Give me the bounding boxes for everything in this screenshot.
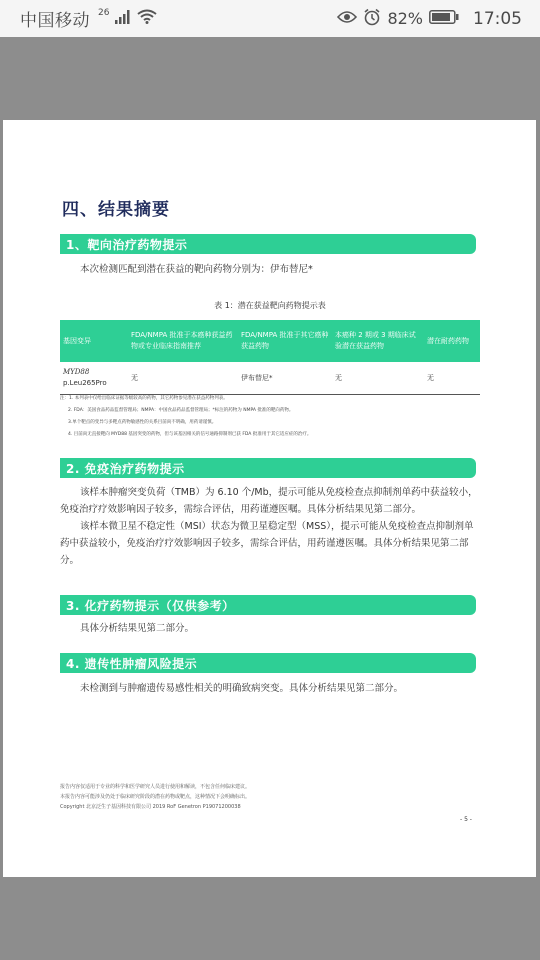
note-line: 2. FDA：美国食品药品监督管理局；NMPA：中国食品药品监督管理局；*标注的药物为 NMPA 批准的靶向药物。: [68, 408, 294, 413]
table-cell: 无: [424, 362, 480, 395]
section-text-immunotherapy: [60, 484, 480, 569]
note-line: 3.单个靶点的变异与多靶点药物敏感性的关系目前尚不明确，用药请谨慎。: [68, 420, 217, 425]
footer-line: Copyright 北京泛生子基因科技有限公司 2019 RoF Genetron P19071200038: [60, 804, 241, 810]
section-header-targeted: [60, 234, 476, 254]
note-line: 4. 目前尚无直接靶向 MYD88 基因突变的药物，但与该基因相关的信号通路抑制剂已获 FDA 批准用于其它适应症的治疗。: [68, 432, 312, 437]
battery-percent: 82%: [387, 9, 423, 28]
paragraph: 本次检测匹配到潜在获益的靶向药物分别为：伊布替尼*: [80, 264, 313, 275]
section-title: 2. 免疫治疗药物提示: [66, 462, 185, 476]
section-text-hereditary: [60, 680, 480, 697]
drug-table: [60, 320, 480, 395]
page-footer: [60, 782, 480, 812]
footer-line: 本报告内容可能涉及仍处于临床研究阶段的潜在药物或靶点，这种情况下会明确标出。: [60, 794, 251, 800]
signal-icon: [115, 9, 131, 28]
table-row: [60, 362, 480, 395]
section-header-immunotherapy: [60, 458, 476, 478]
section-title: 4. 遗传性肿瘤风险提示: [66, 657, 198, 671]
battery-icon: [429, 9, 459, 28]
clock: 17:05: [473, 8, 522, 29]
alarm-icon: [363, 8, 381, 30]
document-page[interactable]: [3, 120, 536, 877]
gene-variant: p.Leu265Pro: [63, 379, 107, 387]
eye-icon: [337, 9, 357, 28]
table-cell: 无: [332, 362, 424, 395]
table-notes: [60, 393, 480, 441]
gene-cell: [60, 362, 128, 395]
section-text-chemotherapy: [60, 620, 480, 637]
paragraph: 该样本肿瘤突变负荷（TMB）为 6.10 个/Mb，提示可能从免疫检查点抑制剂单药中获益较小，免疫治疗疗效影响因子较多，需综合评估，用药谨遵医嘱。具体分析结果见第二部分。: [60, 487, 478, 515]
paragraph: 具体分析结果见第二部分。: [80, 623, 195, 634]
wifi-icon: [137, 9, 157, 28]
paragraph: 该样本微卫星不稳定性（MSI）状态为微卫星稳定型（MSS），提示可能从免疫检查点抑制剂单药中获益较小，免疫治疗疗效影响因子较多，需综合评估，用药谨遵医嘱。具体分析结果见第二部分。: [60, 521, 474, 566]
table-header: 潜在耐药药物: [424, 320, 480, 362]
page-number: - 5 -: [460, 816, 472, 823]
footer-line: 报告内容仅适用于专业的科学和医学研究人员进行使用和解读，不包含任何临床建议。: [60, 784, 251, 790]
section-header-chemotherapy: [60, 595, 476, 615]
table-header-row: [60, 320, 480, 362]
table-header: FDA/NMPA 批准于本癌种获益药物或专业临床指南推荐: [128, 320, 238, 362]
viewer-background-bottom: [0, 877, 540, 960]
section-text-targeted: [60, 261, 480, 278]
section-header-hereditary: [60, 653, 476, 673]
table-cell: 无: [128, 362, 238, 395]
table-header: FDA/NMPA 批准于其它癌种获益药物: [238, 320, 332, 362]
page-title: 四、结果摘要: [62, 200, 170, 220]
section-title: 1、靶向治疗药物提示: [66, 238, 188, 252]
viewer-background: [0, 37, 540, 120]
gene-name: MYD88: [63, 368, 90, 376]
network-type: 26: [98, 7, 110, 18]
table-caption: 表 1：潜在获益靶向药物提示表: [214, 301, 326, 310]
table-header: 本癌种 2 期或 3 期临床试验潜在获益药物: [332, 320, 424, 362]
status-bar: [0, 0, 540, 37]
table-header: 基因变异: [60, 320, 128, 362]
note-line: 注：1. 本列表中仅给出临床证据等级较高的药物，其它药物参见潜在获益药物列表。: [60, 396, 228, 401]
carrier-name: 中国移动: [20, 11, 90, 31]
paragraph: 未检测到与肿瘤遗传易感性相关的明确致病突变。具体分析结果见第二部分。: [80, 683, 404, 694]
section-title: 3. 化疗药物提示（仅供参考）: [66, 599, 235, 613]
table-cell: 伊布替尼*: [238, 362, 332, 395]
